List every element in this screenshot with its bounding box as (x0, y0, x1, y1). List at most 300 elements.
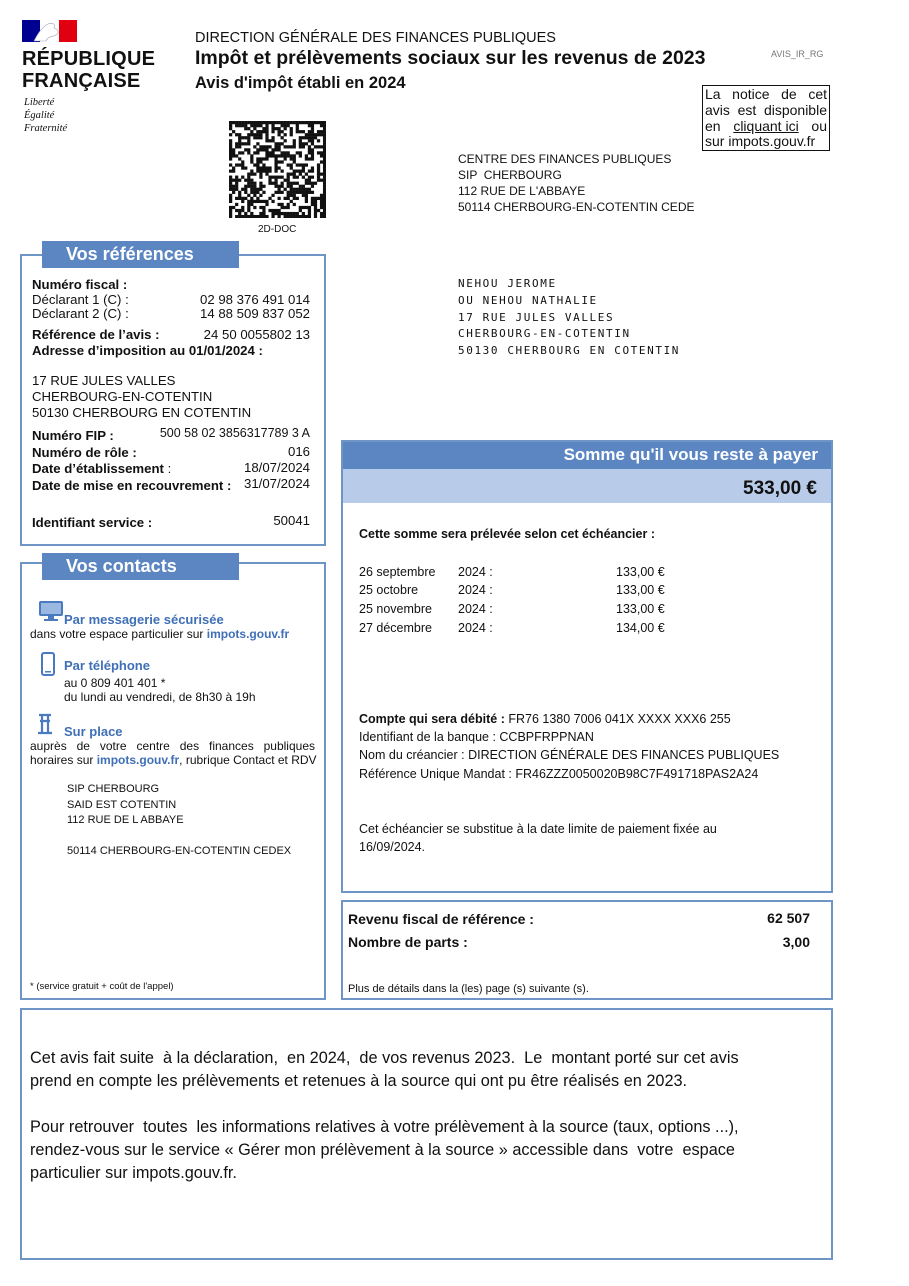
messagerie-link[interactable]: impots.gouv.fr (206, 627, 290, 641)
qr-module (235, 203, 238, 206)
info-line: Pour retrouver toutes les informations relatives à votre prélèvement à la source (taux, options ...), (30, 1118, 739, 1136)
qr-module (256, 166, 259, 169)
declarant1-label: Déclarant 1 (C) : (32, 292, 129, 307)
qr-module (308, 133, 311, 136)
qr-module (278, 160, 281, 163)
qr-module (241, 200, 244, 203)
qr-module (323, 157, 326, 160)
place-title: Sur place (64, 724, 123, 739)
notice-line2: avis est disponible (705, 101, 827, 118)
date-etab-value: 18/07/2024 (243, 460, 310, 475)
qr-module (229, 179, 232, 182)
qr-module (259, 133, 262, 136)
qr-module (320, 206, 323, 209)
qr-module (256, 130, 259, 133)
qr-module (250, 160, 253, 163)
qr-module (244, 179, 247, 182)
qr-module (259, 215, 262, 218)
qr-module (229, 188, 232, 191)
qr-module (250, 185, 253, 188)
qr-module (302, 176, 305, 179)
qr-module (296, 151, 299, 154)
sender-line: 50114 CHERBOURG-EN-COTENTIN CEDE (458, 200, 695, 214)
payment-amount: 533,00 € (743, 478, 817, 499)
qr-module (296, 197, 299, 200)
place-text2-prefix: horaires sur (30, 753, 97, 767)
qr-module (317, 145, 320, 148)
qr-module (268, 166, 271, 169)
qr-module (274, 182, 277, 185)
qr-module (241, 215, 244, 218)
schedule-date: 27 décembre (359, 621, 432, 635)
schedule-date: 25 novembre (359, 602, 432, 616)
messagerie-text: dans votre espace particulier sur (30, 627, 207, 641)
qr-module (268, 154, 271, 157)
qr-module (250, 200, 253, 203)
qr-module (253, 182, 256, 185)
qr-module (290, 194, 293, 197)
qr-module (250, 173, 253, 176)
qr-module (323, 212, 326, 215)
notice-line3-prefix: en (705, 117, 721, 134)
qr-module (274, 170, 277, 173)
qr-module (278, 133, 281, 136)
messagerie-title[interactable]: Par messagerie sécurisée (64, 612, 224, 627)
qr-module (323, 170, 326, 173)
qr-module (323, 154, 326, 157)
qr-module (323, 139, 326, 142)
qr-module (229, 145, 232, 148)
qr-module (314, 136, 317, 139)
qr-module (265, 127, 268, 130)
qr-module (241, 151, 244, 154)
qr-module (299, 151, 302, 154)
qr-module (262, 163, 265, 166)
qr-module (281, 142, 284, 145)
qr-module (235, 215, 238, 218)
qr-module (293, 194, 296, 197)
qr-module (274, 154, 277, 157)
agency-name: DIRECTION GÉNÉRALE DES FINANCES PUBLIQUES (195, 30, 556, 46)
qr-module (256, 124, 259, 127)
qr-module (278, 212, 281, 215)
qr-module (287, 185, 290, 188)
qr-module (281, 136, 284, 139)
qr-module (235, 182, 238, 185)
qr-module (274, 160, 277, 163)
qr-module (229, 206, 232, 209)
qr-module (284, 133, 287, 136)
qr-module (232, 191, 235, 194)
qr-module (320, 212, 323, 215)
republique-logo (22, 20, 156, 138)
qr-module (262, 145, 265, 148)
qr-module (256, 148, 259, 151)
qr-module (238, 212, 241, 215)
qr-module (259, 206, 262, 209)
qr-module (250, 197, 253, 200)
qr-module (293, 157, 296, 160)
qr-module (293, 197, 296, 200)
qr-module (305, 215, 308, 218)
qr-module (259, 170, 262, 173)
qr-module (302, 212, 305, 215)
notice-link[interactable]: cliquant ici (733, 117, 799, 134)
qr-module (323, 148, 326, 151)
qr-module (244, 215, 247, 218)
qr-module (247, 136, 250, 139)
qr-module (259, 182, 262, 185)
qr-module (311, 121, 314, 124)
qr-module (262, 215, 265, 218)
qr-module (302, 121, 305, 124)
qr-module (302, 215, 305, 218)
qr-module (302, 191, 305, 194)
qr-module (305, 157, 308, 160)
qr-module (323, 151, 326, 154)
qr-module (253, 188, 256, 191)
qr-module (259, 176, 262, 179)
qr-module (244, 166, 247, 169)
qr-module (314, 212, 317, 215)
qr-module (323, 203, 326, 206)
service-label: Identifiant service : (32, 515, 153, 530)
recipient-address (458, 276, 680, 360)
parts-value: 3,00 (782, 934, 810, 950)
qr-module (287, 203, 290, 206)
rfr-label: Revenu fiscal de référence : (348, 911, 534, 927)
qr-module (274, 209, 277, 212)
account-value: FR76 1380 7006 041X XXXX XXX6 255 (504, 712, 731, 726)
qr-module (308, 188, 311, 191)
qr-module (250, 215, 253, 218)
qr-module (278, 130, 281, 133)
qr-module (287, 194, 290, 197)
qr-module (244, 148, 247, 151)
qr-module (281, 191, 284, 194)
qr-module (274, 185, 277, 188)
qr-module (317, 209, 320, 212)
qr-module (302, 166, 305, 169)
qr-module (320, 154, 323, 157)
qr-module (247, 173, 250, 176)
qr-module (293, 121, 296, 124)
bank-id: Identifiant de la banque : CCBPFRPPNAN (359, 730, 594, 744)
qr-module (287, 206, 290, 209)
phone-number[interactable]: au 0 809 401 401 * (64, 676, 166, 690)
qr-module (271, 151, 274, 154)
qr-module (247, 176, 250, 179)
motto-1: Liberté (24, 97, 55, 108)
qr-module (302, 136, 305, 139)
qr-module (265, 130, 268, 133)
qr-module (284, 139, 287, 142)
qr-module (259, 185, 262, 188)
schedule-amount: 134,00 € (616, 621, 665, 635)
date-etab-colon: : (163, 461, 172, 476)
qr-module (259, 160, 262, 163)
place-text2-link[interactable]: impots.gouv.fr (96, 753, 180, 767)
qr-module (253, 127, 256, 130)
qr-module (320, 145, 323, 148)
qr-module (229, 209, 232, 212)
qr-module (308, 139, 311, 142)
qr-module (290, 133, 293, 136)
qr-module (250, 170, 253, 173)
qr-module (256, 170, 259, 173)
qr-module (229, 200, 232, 203)
qr-module (281, 151, 284, 154)
qr-module (317, 170, 320, 173)
qr-module (287, 176, 290, 179)
qr-module (287, 154, 290, 157)
qr-module (293, 145, 296, 148)
qr-module (305, 154, 308, 157)
qr-module (259, 136, 262, 139)
qr-module (284, 157, 287, 160)
info-line: particulier sur impots.gouv.fr. (30, 1164, 237, 1182)
qr-module (253, 151, 256, 154)
qr-module (265, 200, 268, 203)
qr-module (271, 127, 274, 130)
qr-module (314, 209, 317, 212)
qr-module (305, 163, 308, 166)
qr-module (299, 142, 302, 145)
qr-module (247, 200, 250, 203)
notice-line1: La notice de cet (705, 86, 827, 102)
qr-module (290, 182, 293, 185)
qr-module (229, 185, 232, 188)
qr-module (274, 127, 277, 130)
qr-module (232, 179, 235, 182)
qr-module (320, 173, 323, 176)
qr-module (229, 170, 232, 173)
qr-module (238, 215, 241, 218)
office-line (67, 829, 291, 845)
qr-module (290, 200, 293, 203)
qr-module (311, 197, 314, 200)
qr-module (268, 151, 271, 154)
qr-module (247, 148, 250, 151)
qr-module (308, 170, 311, 173)
qr-module (293, 154, 296, 157)
qr-module (250, 121, 253, 124)
contacts-title: Vos contacts (42, 553, 239, 580)
qr-module (232, 148, 235, 151)
qr-module (241, 206, 244, 209)
declarant2-value: 14 88 509 837 052 (199, 306, 310, 321)
qr-module (259, 166, 262, 169)
qr-module (232, 151, 235, 154)
qr-module (287, 191, 290, 194)
qr-module (314, 145, 317, 148)
qr-module (253, 173, 256, 176)
qr-module (323, 182, 326, 185)
qr-module (268, 182, 271, 185)
qr-module (290, 173, 293, 176)
qr-module (229, 163, 232, 166)
qr-module (244, 197, 247, 200)
qr-module (305, 179, 308, 182)
qr-module (247, 142, 250, 145)
qr-module (235, 124, 238, 127)
qr-module (250, 130, 253, 133)
qr-module (271, 209, 274, 212)
qr-module (253, 194, 256, 197)
messagerie-text-row (30, 627, 289, 641)
qr-module (317, 121, 320, 124)
qr-module (278, 121, 281, 124)
document-code: AVIS_IR_RG (771, 49, 824, 59)
sender-address (458, 151, 694, 215)
qr-module (268, 170, 271, 173)
qr-module (281, 124, 284, 127)
qr-module (302, 194, 305, 197)
qr-module (293, 160, 296, 163)
qr-module (247, 127, 250, 130)
qr-module (271, 139, 274, 142)
qr-module (299, 209, 302, 212)
qr-module (299, 121, 302, 124)
qr-module (308, 151, 311, 154)
schedule-intro: Cette somme sera prélevée selon cet échéancier : (359, 527, 655, 541)
qr-module (281, 182, 284, 185)
schedule-amount: 133,00 € (616, 583, 665, 597)
qr-module (235, 188, 238, 191)
qr-module (317, 163, 320, 166)
qr-module (302, 163, 305, 166)
schedule-amount: 133,00 € (616, 565, 665, 579)
qr-module (296, 130, 299, 133)
qr-module (281, 206, 284, 209)
qr-module (262, 121, 265, 124)
qr-module (311, 133, 314, 136)
info-line: Cet avis fait suite à la déclaration, en 2024, de vos revenus 2023. Le montant porté sur cet avis (30, 1049, 739, 1067)
office-line: 112 RUE DE L ABBAYE (67, 814, 184, 826)
qr-module (229, 194, 232, 197)
qr-module (323, 215, 326, 218)
qr-module (290, 127, 293, 130)
qr-module (323, 130, 326, 133)
qr-module (278, 127, 281, 130)
qr-module (314, 133, 317, 136)
qr-module (317, 130, 320, 133)
qr-module (241, 160, 244, 163)
qr-module (284, 179, 287, 182)
qr-module (305, 136, 308, 139)
qr-module (296, 191, 299, 194)
qr-module (259, 188, 262, 191)
qr-caption: 2D-DOC (258, 224, 297, 235)
qr-module (247, 182, 250, 185)
qr-module (290, 191, 293, 194)
qr-module (305, 188, 308, 191)
qr-module (308, 145, 311, 148)
phone-title: Par téléphone (64, 658, 150, 673)
numero-fiscal-label: Numéro fiscal : (32, 277, 128, 292)
qr-module (308, 148, 311, 151)
qr-module (311, 176, 314, 179)
qr-module (235, 185, 238, 188)
qr-module (317, 166, 320, 169)
qr-module (287, 197, 290, 200)
qr-module (287, 179, 290, 182)
qr-module (232, 166, 235, 169)
date-recouv-value: 31/07/2024 (243, 476, 310, 491)
qr-module (229, 212, 232, 215)
qr-module (250, 182, 253, 185)
notice-line4: sur impots.gouv.fr (705, 133, 816, 150)
sender-line: SIP CHERBOURG (458, 168, 562, 182)
qr-module (305, 142, 308, 145)
qr-module (247, 133, 250, 136)
qr-module (232, 188, 235, 191)
qr-module (238, 197, 241, 200)
date-etab-label: Date d’établissement (32, 461, 164, 476)
qr-module (271, 212, 274, 215)
qr-module (296, 124, 299, 127)
qr-module (253, 200, 256, 203)
qr-module (241, 176, 244, 179)
qr-module (323, 127, 326, 130)
recipient-line: 50130 CHERBOURG EN COTENTIN (458, 344, 681, 358)
qr-module (259, 145, 262, 148)
qr-module (287, 121, 290, 124)
qr-module (241, 124, 244, 127)
qr-module (265, 173, 268, 176)
qr-module (305, 197, 308, 200)
qr-module (250, 191, 253, 194)
qr-module (271, 154, 274, 157)
qr-module (293, 215, 296, 218)
qr-module (253, 133, 256, 136)
phone-icon (41, 652, 55, 676)
declarant1-value: 02 98 376 491 014 (199, 292, 310, 307)
qr-module (241, 166, 244, 169)
qr-module (256, 215, 259, 218)
qr-module (268, 197, 271, 200)
qr-module (311, 154, 314, 157)
qr-module (259, 130, 262, 133)
qr-module (323, 191, 326, 194)
qr-module (229, 139, 232, 142)
qr-module (293, 203, 296, 206)
qr-module (278, 191, 281, 194)
parts-label: Nombre de parts : (348, 934, 468, 950)
qr-module (250, 203, 253, 206)
qr-module (265, 139, 268, 142)
qr-module (256, 197, 259, 200)
office-line: 50114 CHERBOURG-EN-COTENTIN CEDEX (67, 845, 292, 857)
qr-module (238, 139, 241, 142)
qr-module (320, 133, 323, 136)
qr-module (290, 188, 293, 191)
qr-module (299, 130, 302, 133)
service-value: 50041 (273, 513, 310, 528)
qr-module (320, 121, 323, 124)
qr-module (250, 188, 253, 191)
qr-module (323, 185, 326, 188)
qr-module (320, 130, 323, 133)
qr-module (229, 127, 232, 130)
qr-module (308, 191, 311, 194)
qr-module (265, 133, 268, 136)
qr-module (259, 124, 262, 127)
qr-module (274, 148, 277, 151)
qr-module (311, 151, 314, 154)
qr-module (293, 142, 296, 145)
qr-module (299, 191, 302, 194)
